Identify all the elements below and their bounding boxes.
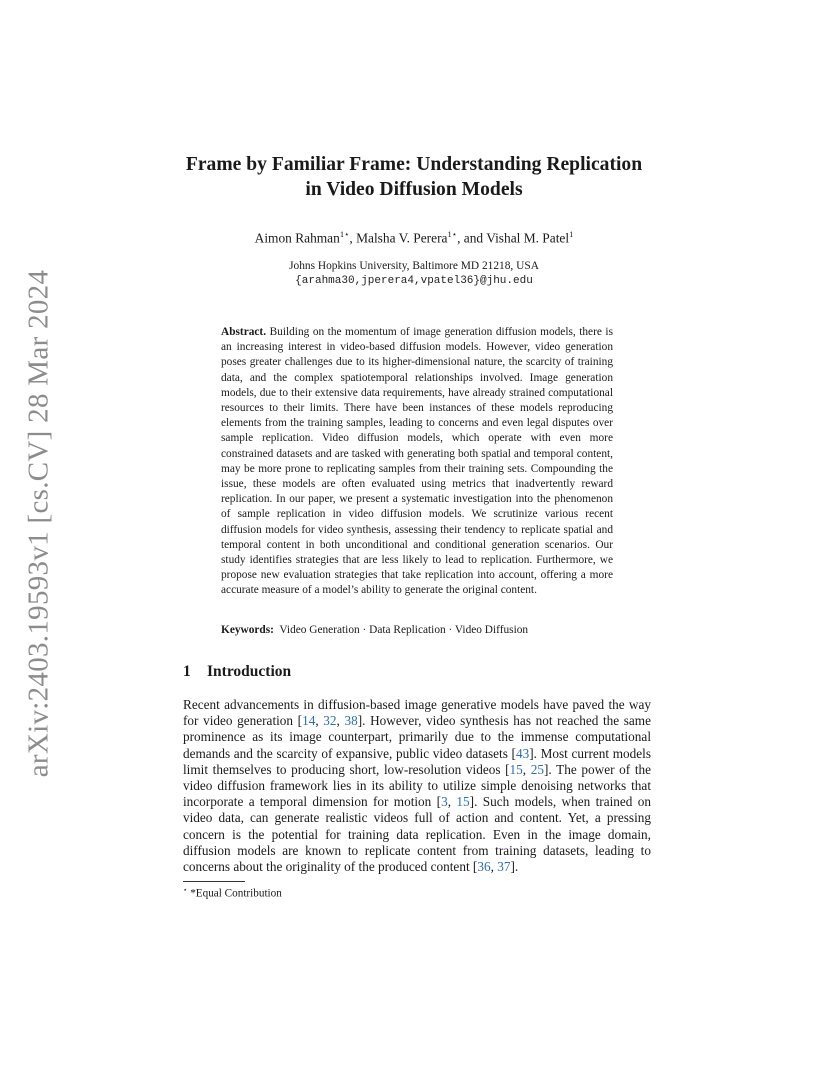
email-addresses: {arahma30,jperera4,vpatel36}@jhu.edu: [295, 275, 533, 287]
arxiv-identifier-stamp: [18, 269, 60, 777]
author-mark: 1⋆: [447, 229, 458, 239]
author-list: [140, 229, 688, 246]
affiliation-block: [140, 259, 688, 289]
citation-link[interactable]: 15: [456, 794, 470, 810]
citation-link[interactable]: 15: [509, 761, 523, 777]
intro-text: ,: [315, 713, 324, 729]
intro-text: ]. Most current models limit themselves to producing short, low-resolution videos [: [183, 745, 651, 777]
citation-link[interactable]: 25: [530, 761, 545, 777]
intro-text: ]. The power of the video diffusion framework lies in its ability to utilize simple denoising networks that incorporate a temporal dimension for motion [: [183, 761, 652, 810]
intro-text: ,: [490, 859, 498, 875]
footnote: [183, 886, 282, 900]
intro-text: ]. However, video synthesis has not reached the same prominence as its image counterpart, primarily due to the immense computational demands and the scarcity of expansive, public video datasets [: [183, 713, 651, 761]
arxiv-identifier-text: arXiv:2403.19593v1 [cs.CV] 28 Mar 2024: [22, 269, 55, 777]
section-title: Introduction: [207, 663, 292, 680]
author-name: Malsha V. Perera: [356, 230, 448, 246]
keywords: [221, 623, 613, 638]
intro-text: ,: [447, 794, 457, 810]
author-mark: 1⋆: [339, 229, 350, 239]
citation-link[interactable]: 38: [344, 713, 358, 729]
author-name: Vishal M. Patel: [486, 230, 570, 246]
intro-text: ]. Such models, when trained on video data, can generate realistic videos full of action and content. Yet, a pressing concern is the potential for training data replication. Even in the image domain, diffusion models are known to replicate content from training datasets, leading to concerns about the originality of the produced content [: [183, 794, 652, 875]
footnote-rule: [183, 881, 245, 882]
author-mark: 1: [569, 229, 574, 239]
intro-text: ].: [510, 859, 519, 875]
title-line-1: Frame by Familiar Frame: Understanding Replication: [185, 154, 643, 175]
citation-link[interactable]: 36: [477, 859, 491, 875]
author-name: Aimon Rahman: [254, 230, 340, 246]
intro-text: ,: [522, 761, 531, 777]
footnote-mark: ⋆: [183, 886, 188, 894]
citation-link[interactable]: 43: [515, 745, 530, 761]
abstract: [221, 325, 613, 599]
section-number: 1: [183, 663, 191, 680]
citation-link[interactable]: 14: [302, 713, 316, 729]
abstract-label: Abstract.: [221, 326, 267, 338]
abstract-text: Building on the momentum of image generation diffusion models, there is an increasing interest in video-based diffusion models. However, video generation poses greater challenges due to its higher-dimensional nature, the scarcity of training data, and the complex spatiotemporal relationships involved. Image generation models, due to their extensive data requirements, have already strained computational resources to their limits. There have been instances of these models reproducing elements from the training samples, leading to concerns and even legal disputes over sample replication. Video diffusion models, which operate with even more constrained datasets and are tasked with generating both spatial and temporal content, may be more prone to replicating samples from their training sets. Compounding the issue, these models are often evaluated using metrics that inadvertently reward replication. In our paper, we present a systematic investigation into the phenomenon of sample replication in video diffusion models. We scrutinize various recent diffusion models for video synthesis, assessing their tendency to replicate spatial and temporal content in both unconditional and conditional generation scenarios. Our study identifies strategies that are less likely to lead to replication. Furthermore, we propose new evaluation strategies that take replication into account, offering a more accurate measure of a model’s ability to generate the original content.: [221, 326, 613, 597]
intro-text: Recent advancements in diffusion-based image generative models have paved the way for video generation [: [183, 697, 651, 729]
citation-link[interactable]: 37: [497, 859, 511, 875]
affiliation: Johns Hopkins University, Baltimore MD 21218, USA: [289, 260, 539, 272]
footnote-text: *Equal Contribution: [190, 887, 282, 900]
citation-link[interactable]: 3: [441, 794, 448, 810]
paper-title: [140, 152, 688, 202]
keywords-label: Keywords:: [221, 624, 274, 636]
section-heading: [183, 663, 291, 681]
citation-link[interactable]: 32: [323, 713, 337, 729]
author-separator: , and: [457, 230, 487, 246]
introduction-paragraph: [183, 697, 651, 875]
title-line-2: in Video Diffusion Models: [305, 179, 523, 200]
intro-text: ,: [336, 713, 345, 729]
author-separator: ,: [349, 230, 357, 246]
keywords-text: Video Generation · Data Replication · Video Diffusion: [279, 624, 529, 636]
